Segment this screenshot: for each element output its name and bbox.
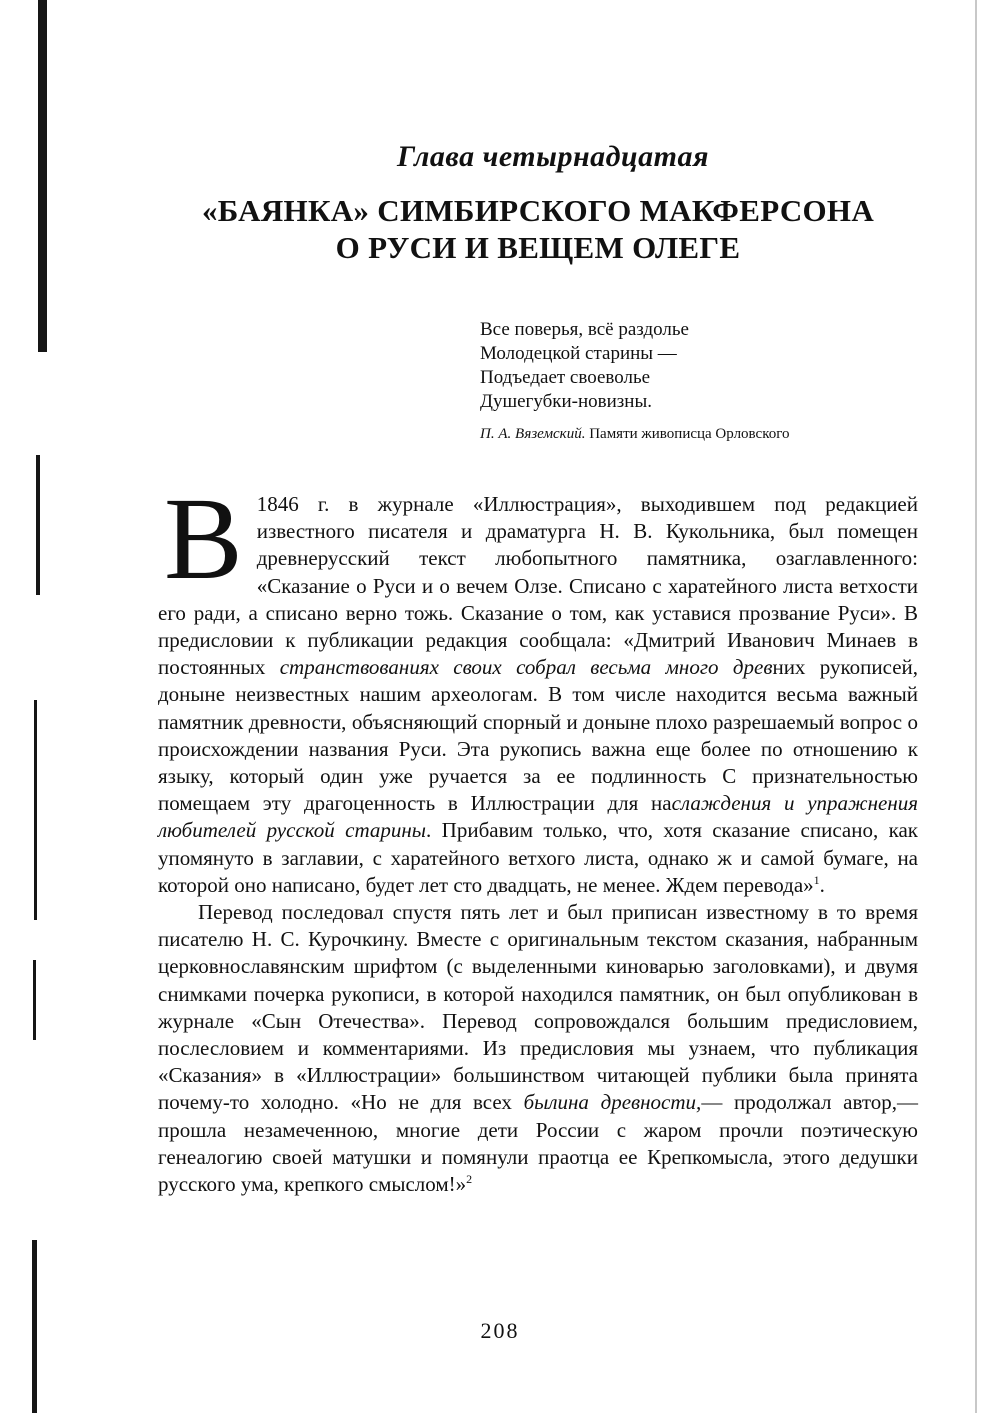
footnote-ref-2: 2 [466,1172,473,1187]
epigraph-attribution [480,426,918,443]
epigraph-line: Подъедает своеволье [480,367,651,388]
paragraph-1-italic-b: слаждения и упражнения любителей русской старины [158,791,919,843]
paragraph-1-text-c: . Прибавим только, что, хотя сказание списано, как упомянуто в заглавии, с харатейного ветхого листа, однако ж и самой бумаге, на которой оно написано, будет лет сто двадцать, не менее. Ждем перевода» [158,818,918,897]
chapter-label: Глава четырнадцатая [397,140,709,173]
paragraph-2-text-b: — продолжал автор,— прошла незамеченною, многие дети России с жаром прочли поэтическую генеалогию своей матушки и помянули праотца ее Крепкомысла, этого дедушки русского ума, крепкого смыслом!» [158,1090,918,1197]
scan-edge-mark-6 [975,0,977,1413]
chapter-title-line-2: О РУСИ И ВЕЩЕМ ОЛЕГЕ [335,230,741,265]
scan-edge-mark-4 [33,960,36,1040]
paragraph-1-text-b: них рукописей, доныне неизвестных нашим археологам. В том числе находится весьма важный памятник древности, объясняющий спорный и доныне плохо разрешаемый вопрос о происхождении названия Руси. Эта рукопись важна еще более по отношению к языку, который один уже ручается за ее подлинность С признательностью помещаем эту драгоценность в Иллюстрации для на [158,655,919,816]
paragraph-1-italic-a: странствованиях своих собрал весьма много древ [279,655,773,680]
body-text [158,473,919,1198]
epigraph-line: Душегубки-новизны. [480,391,652,412]
scan-edge-mark-3 [34,700,37,920]
paragraph-1-text-a: 1846 г. в журнале «Иллюстрация», выходившем под редакцией известного писателя и драматурга Н. В. Кукольника, был помещен древнерусский текст любопытного памятника, озаглавленного: «Сказание о Руси и о вечем Олзе. Списано с харатейного листа ветхости его ради, а списано верно тожь. Сказание о том, как уставися прозвание Руси». В предисловии к публикации редакция сообщала: «Дмитрий Иванович Минаев в постоянных [158,492,918,680]
scan-edge-mark-2 [36,455,40,595]
scan-edge-mark-1 [38,0,47,352]
page-number: 208 [480,1318,520,1343]
paragraph-2-text-a: Перевод последовал спустя пять лет и был приписан известному в то время писателю Н. С. Курочкину. Вместе с оригинальным текстом сказания, набранным церковнославянским шрифтом (с выделенными киноварью заголовками), и двумя снимками почерка рукописи, в которой находился памятник, он был опубликован в журнале «Сын Отечества». Перевод сопровождался большим предисловием, послесловием и комментариями. Из предисловия мы узнаем, что публикация «Сказания» в «Иллюстрации» большинством читающей публики была принята почему-то холодно. «Но не для всех [158,900,918,1115]
footnote-ref-1: 1 [813,872,820,887]
epigraph-source: Памяти живописца Орловского [589,426,790,442]
epigraph [480,318,918,414]
paragraph-1 [158,473,919,899]
chapter-title [158,192,918,266]
chapter-title-line-1: «БАЯНКА» СИМБИРСКОГО МАКФЕРСОНА [201,193,875,228]
drop-cap: В [164,473,243,604]
book-page [158,140,918,1198]
epigraph-line: Молодецкой старины — [480,343,677,364]
paragraph-1-end: . [819,872,825,897]
epigraph-line: Все поверья, всё раздолье [480,319,689,340]
paragraph-2 [158,899,918,1198]
epigraph-author: П. А. Вяземский. [480,426,586,442]
paragraph-2-italic: былина древности, [523,1090,702,1115]
